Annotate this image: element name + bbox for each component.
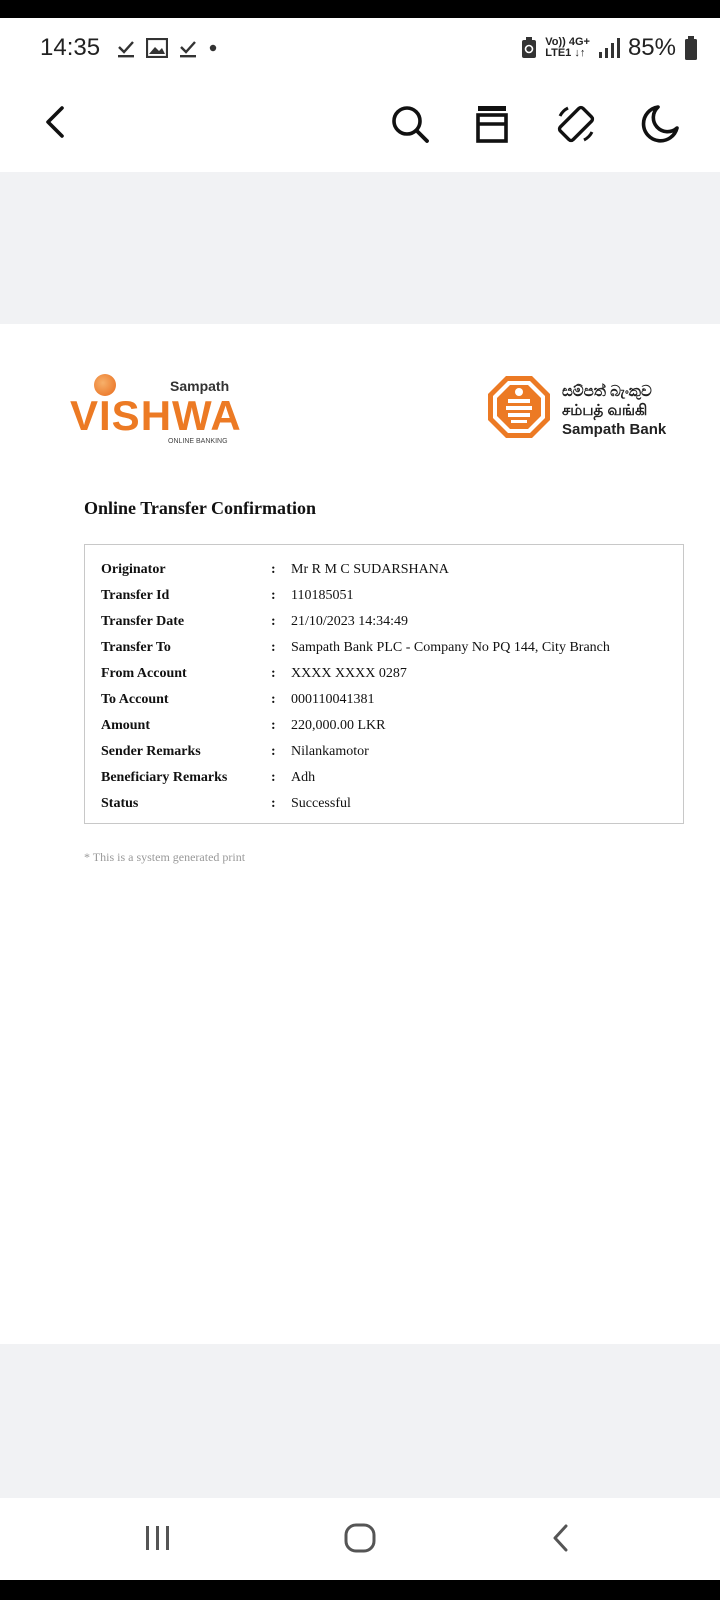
detail-label: Beneficiary Remarks bbox=[101, 770, 228, 785]
vishwa-logo-sub: ONLINE BANKING bbox=[168, 438, 228, 445]
detail-value: Adh bbox=[291, 770, 316, 785]
detail-separator: : bbox=[271, 692, 276, 707]
network-top-text: Vo)) 4G+ bbox=[545, 36, 590, 48]
night-mode-icon[interactable] bbox=[638, 102, 682, 146]
top-black-bar bbox=[0, 0, 720, 18]
detail-value: 21/10/2023 14:34:49 bbox=[291, 614, 409, 629]
recent-apps-icon[interactable] bbox=[138, 1518, 178, 1558]
status-right bbox=[521, 34, 698, 62]
detail-label: To Account bbox=[101, 692, 169, 707]
detail-label: Status bbox=[101, 796, 139, 811]
vishwa-logo bbox=[70, 374, 250, 444]
download-done-icon-2 bbox=[178, 38, 198, 58]
network-indicator bbox=[545, 37, 590, 59]
detail-separator: : bbox=[271, 562, 276, 577]
detail-row-to-account bbox=[101, 692, 671, 718]
detail-separator: : bbox=[271, 744, 276, 759]
detail-row-originator bbox=[101, 562, 671, 588]
back-icon[interactable] bbox=[36, 102, 76, 142]
detail-value: Mr R M C SUDARSHANA bbox=[291, 562, 449, 577]
viewer-margin-top bbox=[0, 172, 720, 324]
page-view-icon[interactable] bbox=[470, 102, 514, 146]
detail-label: Transfer Id bbox=[101, 588, 170, 603]
detail-value: 110185051 bbox=[291, 588, 354, 603]
rotate-icon[interactable] bbox=[554, 102, 598, 146]
detail-separator: : bbox=[271, 718, 276, 733]
detail-separator: : bbox=[271, 770, 276, 785]
vishwa-logo-main: VISHWA bbox=[70, 392, 242, 439]
back-nav-icon[interactable] bbox=[542, 1518, 582, 1558]
vishwa-logo-top: Sampath bbox=[170, 378, 230, 394]
download-done-icon bbox=[116, 38, 136, 58]
bank-name-sinhala: සම්පත් බැංකුව bbox=[562, 383, 652, 400]
detail-value: Successful bbox=[291, 796, 351, 811]
signal-icon bbox=[598, 38, 620, 58]
detail-value: 220,000.00 LKR bbox=[291, 718, 386, 733]
detail-row-beneficiary-remarks bbox=[101, 770, 671, 796]
transfer-details-box bbox=[84, 544, 684, 824]
viewer-margin-bottom bbox=[0, 1344, 720, 1498]
home-icon[interactable] bbox=[340, 1518, 380, 1558]
detail-label: Originator bbox=[101, 562, 166, 577]
detail-value: Sampath Bank PLC - Company No PQ 144, City Branch bbox=[291, 640, 610, 655]
detail-row-transfer-id bbox=[101, 588, 671, 614]
detail-label: From Account bbox=[101, 666, 187, 681]
detail-label: Sender Remarks bbox=[101, 744, 201, 759]
app-bar bbox=[0, 78, 720, 172]
status-bar bbox=[0, 18, 720, 78]
page-title: Online Transfer Confirmation bbox=[84, 498, 317, 518]
detail-row-transfer-to bbox=[101, 640, 671, 666]
detail-row-from-account bbox=[101, 666, 671, 692]
detail-row-status bbox=[101, 796, 671, 822]
sampath-bank-name bbox=[562, 382, 666, 439]
gallery-icon bbox=[146, 38, 168, 58]
battery-percent: 85% bbox=[627, 34, 676, 61]
detail-row-transfer-date bbox=[101, 614, 671, 640]
search-icon[interactable] bbox=[388, 102, 432, 146]
detail-value: 000110041381 bbox=[291, 692, 375, 707]
detail-value: Nilankamotor bbox=[291, 744, 369, 759]
detail-label: Transfer To bbox=[101, 640, 171, 655]
notification-dot-icon bbox=[208, 43, 218, 53]
detail-separator: : bbox=[271, 666, 276, 681]
detail-row-amount bbox=[101, 718, 671, 744]
detail-label: Amount bbox=[101, 718, 151, 733]
detail-separator: : bbox=[271, 588, 276, 603]
sampath-emblem-icon bbox=[486, 374, 552, 440]
detail-separator: : bbox=[271, 614, 276, 629]
sampath-bank-logo bbox=[486, 374, 686, 444]
notification-icons bbox=[116, 34, 218, 62]
network-bottom-text: LTE1 ↓↑ bbox=[545, 47, 586, 59]
battery-icon bbox=[684, 36, 698, 60]
bank-name-english: Sampath Bank bbox=[562, 421, 667, 438]
status-time: 14:35 bbox=[40, 34, 101, 61]
document-page bbox=[0, 324, 720, 1344]
bank-name-tamil: சம்பத் வங்கி bbox=[562, 402, 648, 419]
detail-separator: : bbox=[271, 640, 276, 655]
detail-row-sender-remarks bbox=[101, 744, 671, 770]
battery-saver-icon bbox=[521, 37, 537, 59]
system-nav-bar bbox=[0, 1498, 720, 1580]
detail-label: Transfer Date bbox=[101, 614, 185, 629]
system-print-note: * This is a system generated print bbox=[84, 850, 246, 864]
detail-value: XXXX XXXX 0287 bbox=[291, 666, 407, 681]
bottom-black-bar bbox=[0, 1580, 720, 1600]
detail-separator: : bbox=[271, 796, 276, 811]
